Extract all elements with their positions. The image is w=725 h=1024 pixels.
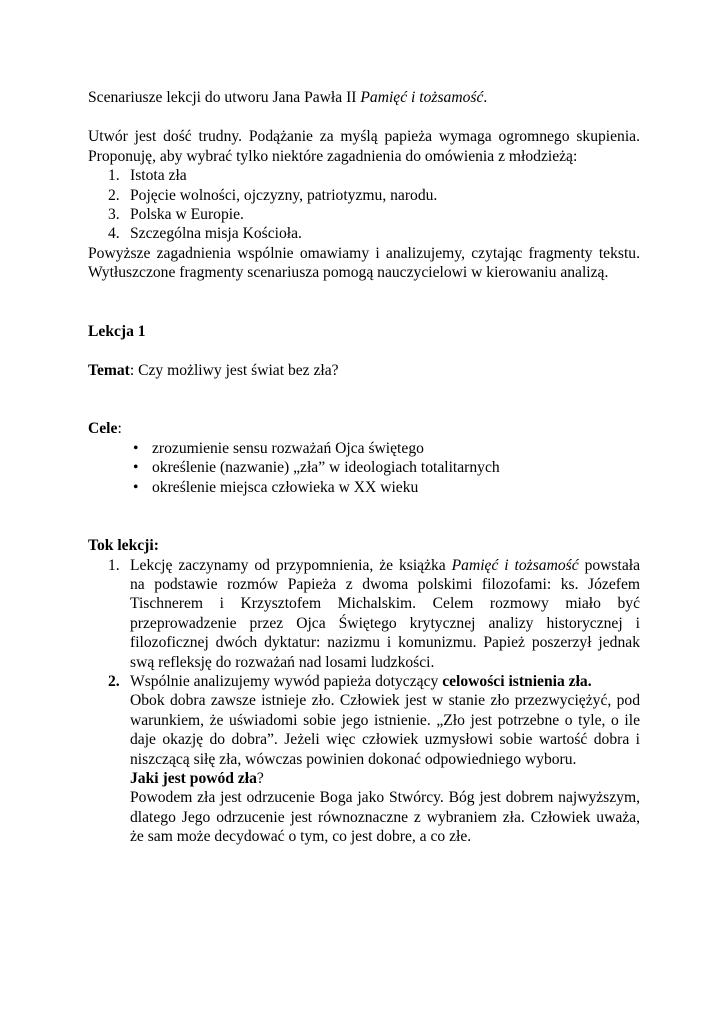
topics-list: [88, 166, 640, 244]
list-item: 3. Polska w Europie.: [108, 206, 244, 224]
topic-label: Temat: [88, 362, 130, 380]
intro-closing: Powyższe zagadnienia wspólnie omawiamy i analizujemy, czytając fragmenty tekstu. Wytłuszczone fragmenty scenariusza pomogą nauczycielowi w kierowaniu analizą.: [88, 244, 640, 282]
list-item: 2. Pojęcie wolności, ojczyzny, patriotyzmu, narodu.: [108, 186, 438, 204]
title-book: Pamięć i tożsamość: [360, 89, 484, 106]
course-steps: [88, 556, 640, 847]
list-item: 4. Szczególna misja Kościoła.: [108, 225, 302, 243]
list-item: 1. Istota zła: [108, 167, 187, 185]
lesson-heading: Lekcja 1: [88, 322, 146, 340]
document-title: [88, 88, 640, 107]
list-item: • określenie miejsca człowieka w XX wieku: [133, 478, 419, 496]
question-heading: Jaki jest powód zła: [130, 769, 257, 787]
intro-paragraph: Utwór jest dość trudny. Podążanie za myślą papieża wymaga ogromnego skupienia. Proponuję, aby wybrać tylko niektóre zagadnienia do omówienia z młodzieżą:: [88, 128, 640, 165]
bullet-icon: •: [133, 439, 139, 457]
bullet-icon: •: [133, 478, 139, 496]
document-page: [88, 88, 640, 847]
goals-heading: Cele:: [88, 420, 122, 438]
list-item: • zrozumienie sensu rozważań Ojca świętego: [133, 439, 424, 457]
topic-text: : Czy możliwy jest świat bez zła?: [129, 362, 339, 380]
title-suffix: .: [483, 89, 488, 106]
list-item: 1. Lekcję zaczynamy od przypomnienia, że książka Pamięć i tożsamość powstała na podstawie rozmów Papieża z dwoma polskimi filozofami: ks. Józefem Tischnerem i Krzysztofem Michalskim. Celem rozmowy miało być przeprowadzenie przez Ojca Świętego krytycznej analizy historycznej i filozoficznej dwóch dyktatur: nazizmu i komunizmu. Papież poszerzył jednak swą refleksję do rozważań nad losami ludzkości.: [108, 556, 640, 671]
bullet-icon: •: [133, 459, 139, 477]
title-prefix: Scenariusze lekcji do utworu Jana Pawła II: [88, 89, 361, 106]
goals-list: [88, 439, 640, 497]
course-heading: Tok lekcji:: [88, 537, 159, 555]
list-item: 2. Wspólnie analizujemy wywód papieża dotyczący celowości istnienia zła. Obok dobra zawsze istnieje zło. Człowiek jest w stanie zło przezwyciężyć, pod warunkiem, że uświadomi sobie jego istnienie. „Zło jest potrzebne o tyle, o ile daje okazję do dobra”. Jeżeli więc człowiek uzmysłowi sobie wartość dobra i niszczącą siłę zła, wówczas powinien dokonać odpowiedniego wyboru. Jaki jest powód zła? Powodem zła jest odrzucenie Boga jako Stwórcy. Bóg jest dobrem najwyższym, dlatego Jego odrzucenie jest równoznaczne z wybraniem zła. Człowiek uważa, że sam może decydować o tym, co jest dobre, a co złe.: [108, 672, 640, 846]
lesson-topic: [88, 361, 640, 380]
list-item: • określenie (nazwanie) „zła” w ideologiach totalitarnych: [133, 459, 500, 477]
